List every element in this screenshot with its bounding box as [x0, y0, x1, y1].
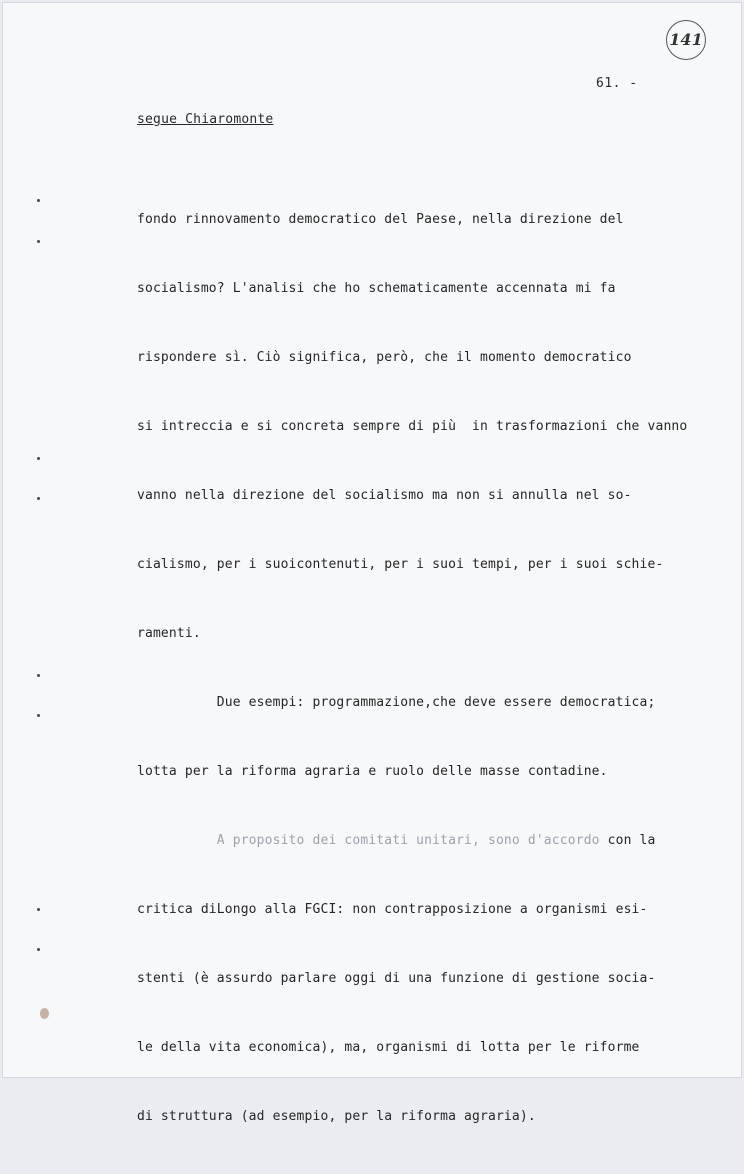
text-line: critica diLongo alla FGCI: non contrapposizione a organismi esi- — [137, 902, 648, 917]
text-line-faded — [137, 829, 737, 852]
text-line: rispondere sì. Ciò significa, però, che il momento democratico — [137, 350, 632, 365]
page-stamp: 141 — [666, 20, 706, 60]
section-header: segue Chiaromonte — [137, 112, 274, 127]
margin-mark — [37, 714, 40, 717]
margin-mark — [37, 497, 40, 500]
margin-mark — [37, 199, 40, 202]
text-line: vanno nella direzione del socialismo ma non si annulla nel so- — [137, 488, 632, 503]
margin-mark — [37, 240, 40, 243]
margin-mark — [37, 457, 40, 460]
text-line: le della vita economica), ma, organismi di lotta per le riforme — [137, 1040, 640, 1055]
text-line: ramenti. — [137, 626, 201, 641]
page-number: 61. - — [596, 76, 638, 91]
ink-blot — [40, 1008, 49, 1019]
text-line: si intreccia e si concreta sempre di più in trasformazioni che vanno — [137, 419, 688, 434]
text-line: fondo rinnovamento democratico del Paese, nella direzione del — [137, 212, 624, 227]
text-line: socialismo? L'analisi che ho schematicamente accennata mi fa — [137, 281, 616, 296]
text-line: cialismo, per i suoicontenuti, per i suoi tempi, per i suoi schie- — [137, 557, 664, 572]
text-line: lotta per la riforma agraria e ruolo delle masse contadine. — [137, 764, 608, 779]
margin-mark — [37, 908, 40, 911]
faded-text: A proposito dei comitati unitari, sono d'accordo — [137, 833, 600, 848]
text-line: di struttura (ad esempio, per la riforma agraria). — [137, 1109, 536, 1124]
document-page — [2, 2, 742, 1124]
margin-mark — [37, 948, 40, 951]
text-line: Due esempi: programmazione,che deve essere democratica; — [137, 695, 656, 710]
margin-mark — [37, 674, 40, 677]
text-line: stenti (è assurdo parlare oggi di una funzione di gestione socia- — [137, 971, 656, 986]
body-text — [137, 162, 737, 1174]
text-fragment: con la — [599, 833, 656, 848]
